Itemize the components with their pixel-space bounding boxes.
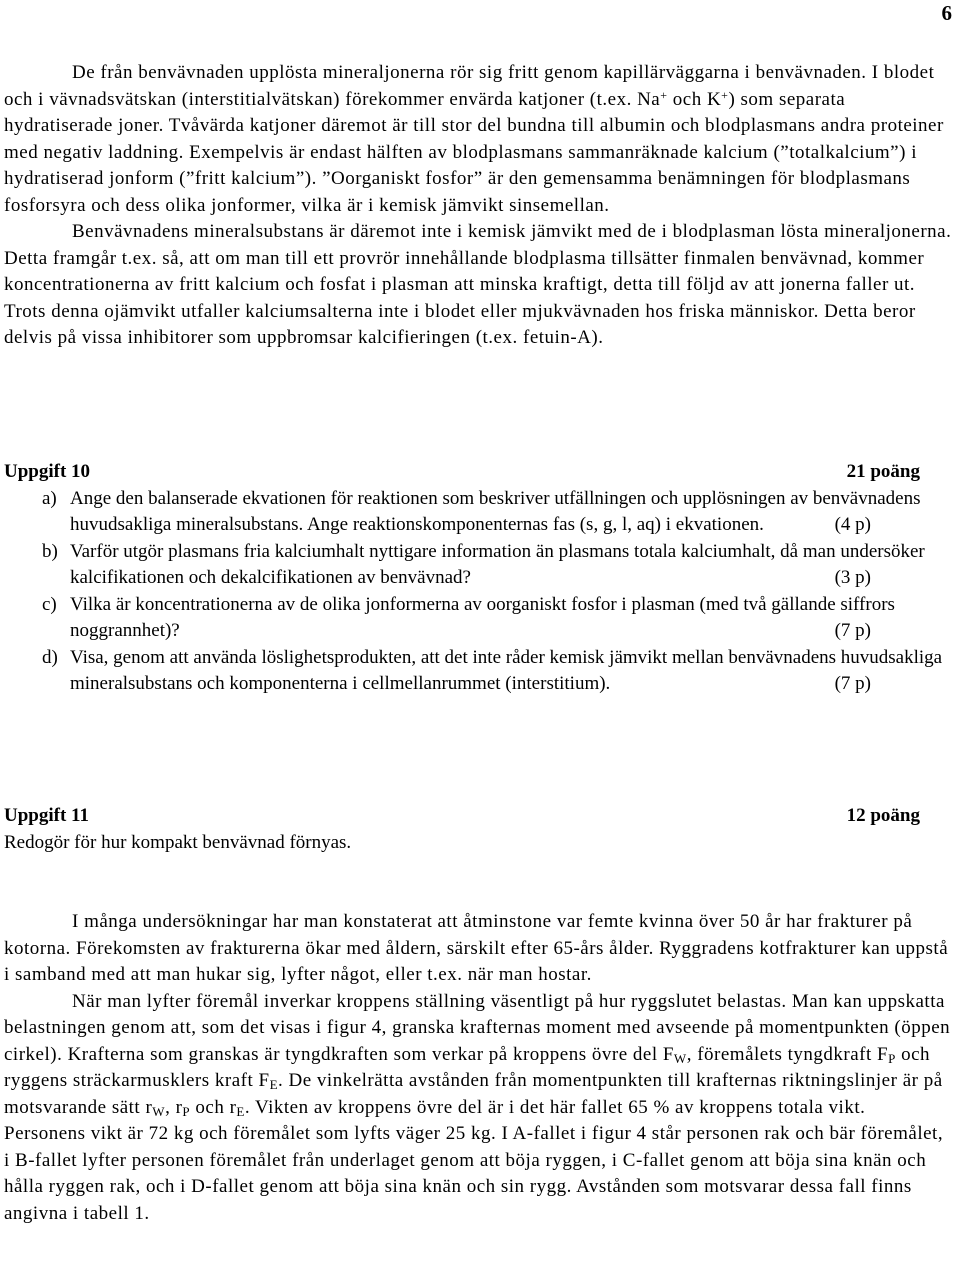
task-11-header [4, 803, 920, 830]
question-d: d) Visa, genom att använda löslighetsprodukten, att det inte råder kemisk jämvikt mellan benvävnadens huvudsakliga mineralsubstans och komponenterna i cellmellanrummet (interstitium). (7 p) [0, 645, 960, 698]
question-b-points: (3 p) [834, 567, 871, 588]
task-11-subtitle: Redogör för hur kompakt benvävnad förnyas. [4, 831, 352, 853]
question-a: a) Ange den balanserade ekvationen för reaktionen som beskriver utfällningen och upplösningen av benvävnadens huvudsakliga mineralsubstans. Ange reaktionskomponenternas fas (s, g, l, aq) i ekvationen. (4 p) [0, 486, 960, 539]
intro-paragraph-2: Benvävnadens mineralsubstans är däremot inte i kemisk jämvikt med de i blodplasman lösta mineraljonerna. Detta framgår t.ex. så, att om man till ett provrör innehållande blodplasma tillsätter finmalen benvävnad, kommer koncentrationerna av fritt kalcium och fosfat i plasman att minska kraftigt, detta till följd av att jonerna faller ut. Trots denna ojämvikt utfaller kalciumsalterna inte i blodet eller mjukvävnaden hos friska människor. Detta beror delvis på vissa inhibitorer som uppbromsar kalcifieringen (t.ex. fetuin-A). [4, 221, 952, 348]
fracture-section [4, 909, 952, 1227]
question-b: b) Varför utgör plasmans fria kalciumhalt nyttigare information än plasmans totala kalciumhalt, då man undersöker kalcifikationen och dekalcifikationen av benvävnad? (3 p) [0, 539, 960, 592]
task-10-header [4, 459, 920, 486]
page-number: 6 [941, 1, 952, 25]
question-c-points: (7 p) [834, 620, 871, 641]
question-d-points: (7 p) [834, 673, 871, 694]
question-c: c) Vilka är koncentrationerna av de olika jonformerna av oorganiskt fosfor i plasman (med två gällande siffrors noggrannhet)? (7 p) [0, 592, 960, 645]
body-paragraph-1: I många undersökningar har man konstaterat att åtminstone var femte kvinna över 50 år har frakturer på kotorna. Förekomsten av frakturerna ökar med åldern, särskilt efter 65-års ålder. Ryggradens kotfrakturer kan uppstå i samband med att man hukar sig, lyfter något, eller t.ex. när man hostar. [4, 911, 949, 985]
task-11-title: Uppgift 11 [4, 805, 89, 826]
intro-section [4, 60, 952, 352]
question-a-points: (4 p) [834, 514, 871, 535]
task-10-points: 21 poäng [846, 461, 920, 482]
task-11-points: 12 poäng [846, 805, 920, 826]
task-11 [4, 803, 952, 856]
body-paragraph-2: När man lyfter föremål inverkar kroppens ställning väsentligt på hur ryggslutet belastas. Man kan uppskatta belastningen genom att, som det visas i figur 4, granska krafternas moment med avseende på momentpunkten (öppen cirkel). Krafterna som granskas är tyngdkraften som verkar på kroppens övre del $F_W$, föremålets tyngdkraft $F_P$ och ryggens sträckarmusklers kraft $F_E$. De vinkelrätta avstånden från momentpunkten till krafternas riktningslinjer är på motsvarande sätt $r_W$, $r_P$ och $r_E$. Vikten av kroppens övre del är i det här fallet 65 % av kroppens totala vikt. Personens vikt är 72 kg och föremålet som lyfts väger 25 kg. I A-fallet i figur 4 står personen rak och bär föremålet, i B-fallet lyfter personen föremålet från underlaget genom att böja ryggen, i C-fallet genom att böja sina knän och hålla ryggen rak, och i D-fallet genom att böja sina knän och sin rygg. Avstånden som motsvarar dessa fall finns angivna i tabell 1. [4, 990, 951, 1224]
task-10 [4, 459, 952, 698]
intro-paragraph-1: De från benvävnaden upplösta mineraljonerna rör sig fritt genom kapillärväggarna i benvävnaden. I blodet och i vävnadsvätskan (interstitialvätskan) förekommer envärda katjoner (t.ex. Na+ och K+) som separata hydratiserade joner. Tvåvärda katjoner däremot är till stor del bundna till albumin och blodplasmans andra proteiner med negativ laddning. Exempelvis är endast hälften av blodplasmans sammanräknade kalcium (”totalkalcium”) i hydratiserad jonform (”fritt kalcium”). ”Oorganiskt fosfor” är den gemensamma benämningen för blodplasmans fosforsyra och dess olika jonformer, vilka är i kemisk jämvikt sinsemellan. [4, 62, 944, 216]
task-10-title: Uppgift 10 [4, 461, 91, 482]
